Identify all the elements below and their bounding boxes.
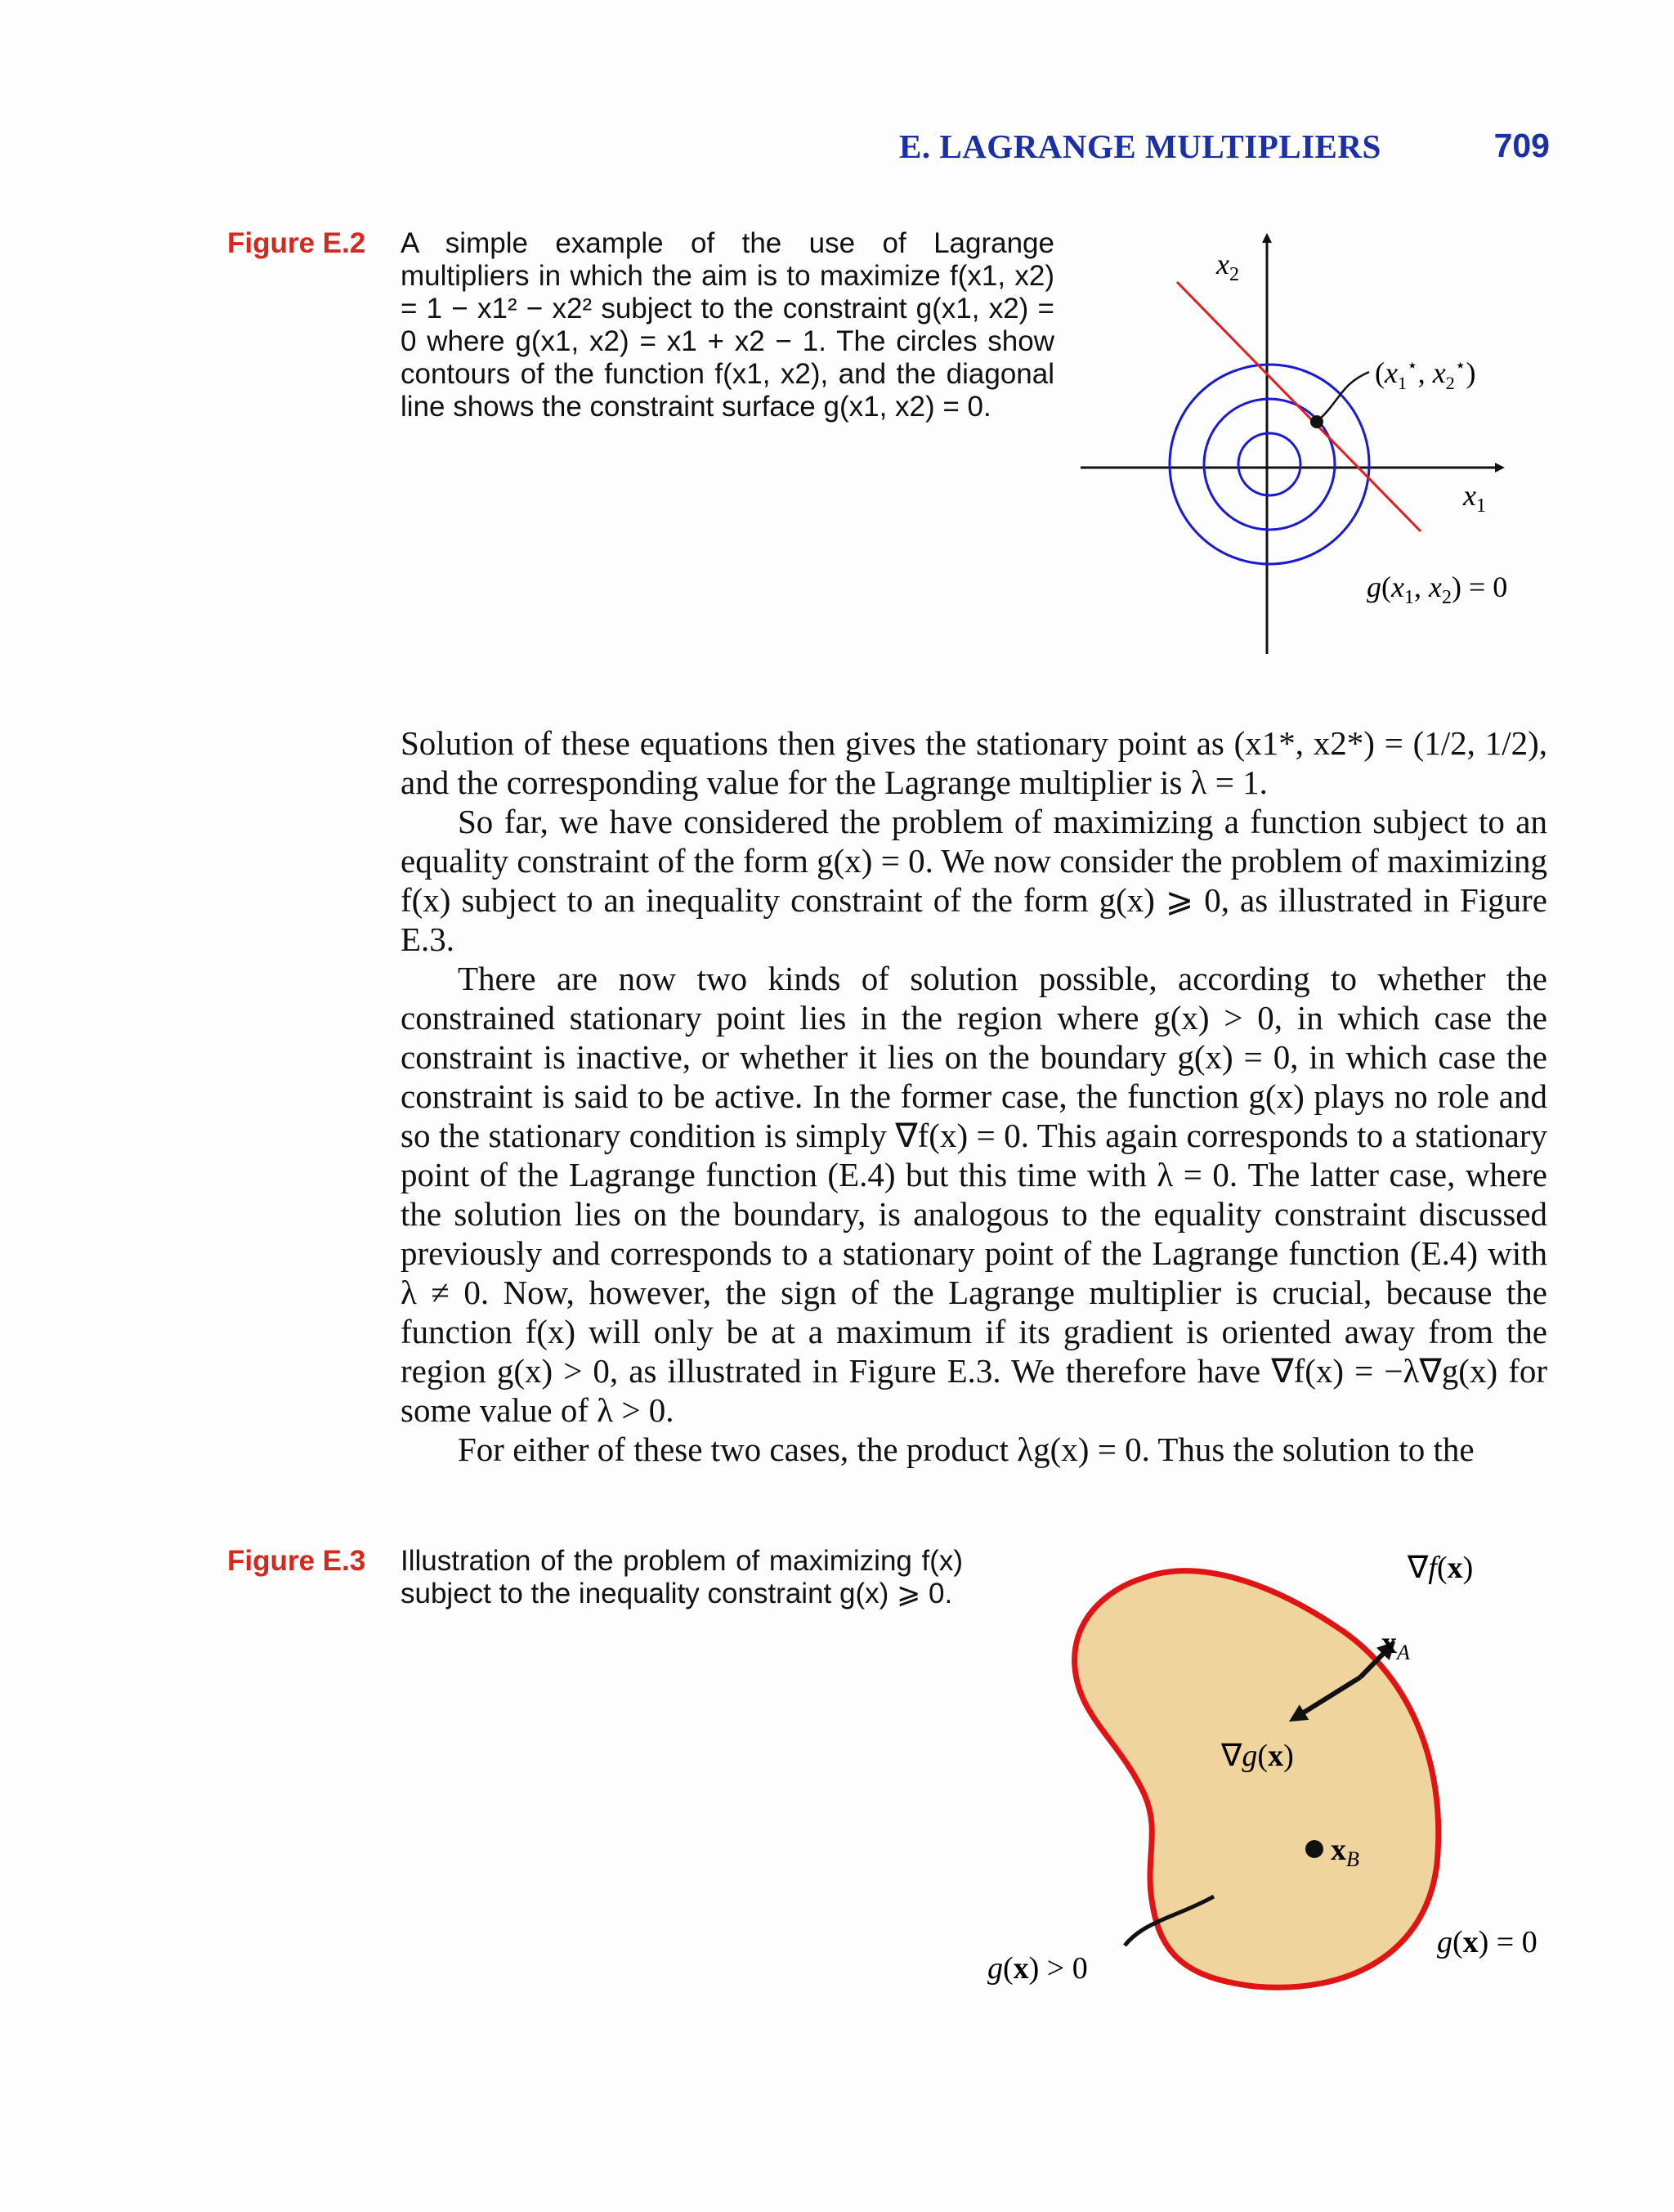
contour-circle-inner [1238, 433, 1300, 495]
stationary-point-label: ($x_1^⋆$, $x_2^⋆$) [1375, 355, 1476, 393]
x1-axis-label: $x_1$ [1463, 479, 1486, 517]
body-text [401, 723, 1547, 1469]
grad-g-label: ∇g(x) [1221, 1739, 1294, 1773]
figure-e2-diagram [1063, 229, 1569, 670]
point-xb [1305, 1840, 1323, 1858]
paragraph-4: For either of these two cases, the product λg(x) = 0. Thus the solution to the [458, 1431, 1475, 1468]
page-number: 709 [1493, 127, 1550, 164]
x2-axis-label: $x_2$ [1216, 248, 1239, 285]
constraint-label: $g(x_1$, $x_2) = 0$ [1367, 571, 1508, 608]
running-header: E. LAGRANGE MULTIPLIERS [899, 128, 1381, 165]
figure-e2-label: Figure E.2 [227, 227, 366, 259]
boundary-label: g(x) = 0 [1437, 1925, 1537, 1959]
region-label: g(x) > 0 [987, 1951, 1088, 1986]
figure-e2-caption: A simple example of the use of Lagrange multipliers in which the aim is to maximize f(x1, x2) = 1 − x1² − x2² subject to the constraint g(x1, x2) = 0 where g(x1, x2) = x1 + x2 − 1. The circles show contours of the function f(x1, x2), and the diagonal line shows the constraint surface g(x1, x2) = 0. [401, 227, 1054, 423]
grad-f-label: ∇f(x) [1408, 1551, 1474, 1585]
constraint-line [1177, 282, 1421, 531]
xb-label: $x_B$ [1331, 1833, 1359, 1871]
figure-e3-label: Figure E.3 [227, 1545, 366, 1577]
paragraph-1: Solution of these equations then gives the stationary point as (x1*, x2*) = (1/2, 1/2), and the corresponding value for the Lagrange multiplier is λ = 1. [401, 724, 1547, 801]
paragraph-2: So far, we have considered the problem of maximizing a function subject to an equality constraint of the form g(x) = 0. We now consider the problem of maximizing f(x) subject to an inequality constraint of the form g(x) ⩾ 0, as illustrated in Figure E.3. [401, 803, 1547, 958]
figure-e3-caption: Illustration of the problem of maximizing f(x) subject to the inequality constraint g(x) ⩾ 0. [401, 1545, 963, 1610]
paragraph-3: There are now two kinds of solution possible, according to whether the constrained stationary point lies in the region where g(x) > 0, in which case the constraint is inactive, or whether it lies on the boundary g(x) = 0, in which case the constraint is said to be active. In the former case, the function g(x) plays no role and so the stationary condition is simply ∇f(x) = 0. This again corresponds to a stationary point of the Lagrange function (E.4) but this time with λ = 0. The latter case, where the solution lies on the boundary, is analogous to the equality constraint discussed previously and corresponds to a stationary point of the Lagrange function (E.4) with λ ≠ 0. Now, however, the sign of the Lagrange multiplier is crucial, because the function f(x) will only be at a maximum if its gradient is oriented away from the region g(x) > 0, as illustrated in Figure E.3. We therefore have ∇f(x) = −λ∇g(x) for some value of λ > 0. [401, 960, 1547, 1429]
xa-label: $x_A$ [1381, 1626, 1410, 1664]
figure-e3-diagram [965, 1520, 1569, 2027]
